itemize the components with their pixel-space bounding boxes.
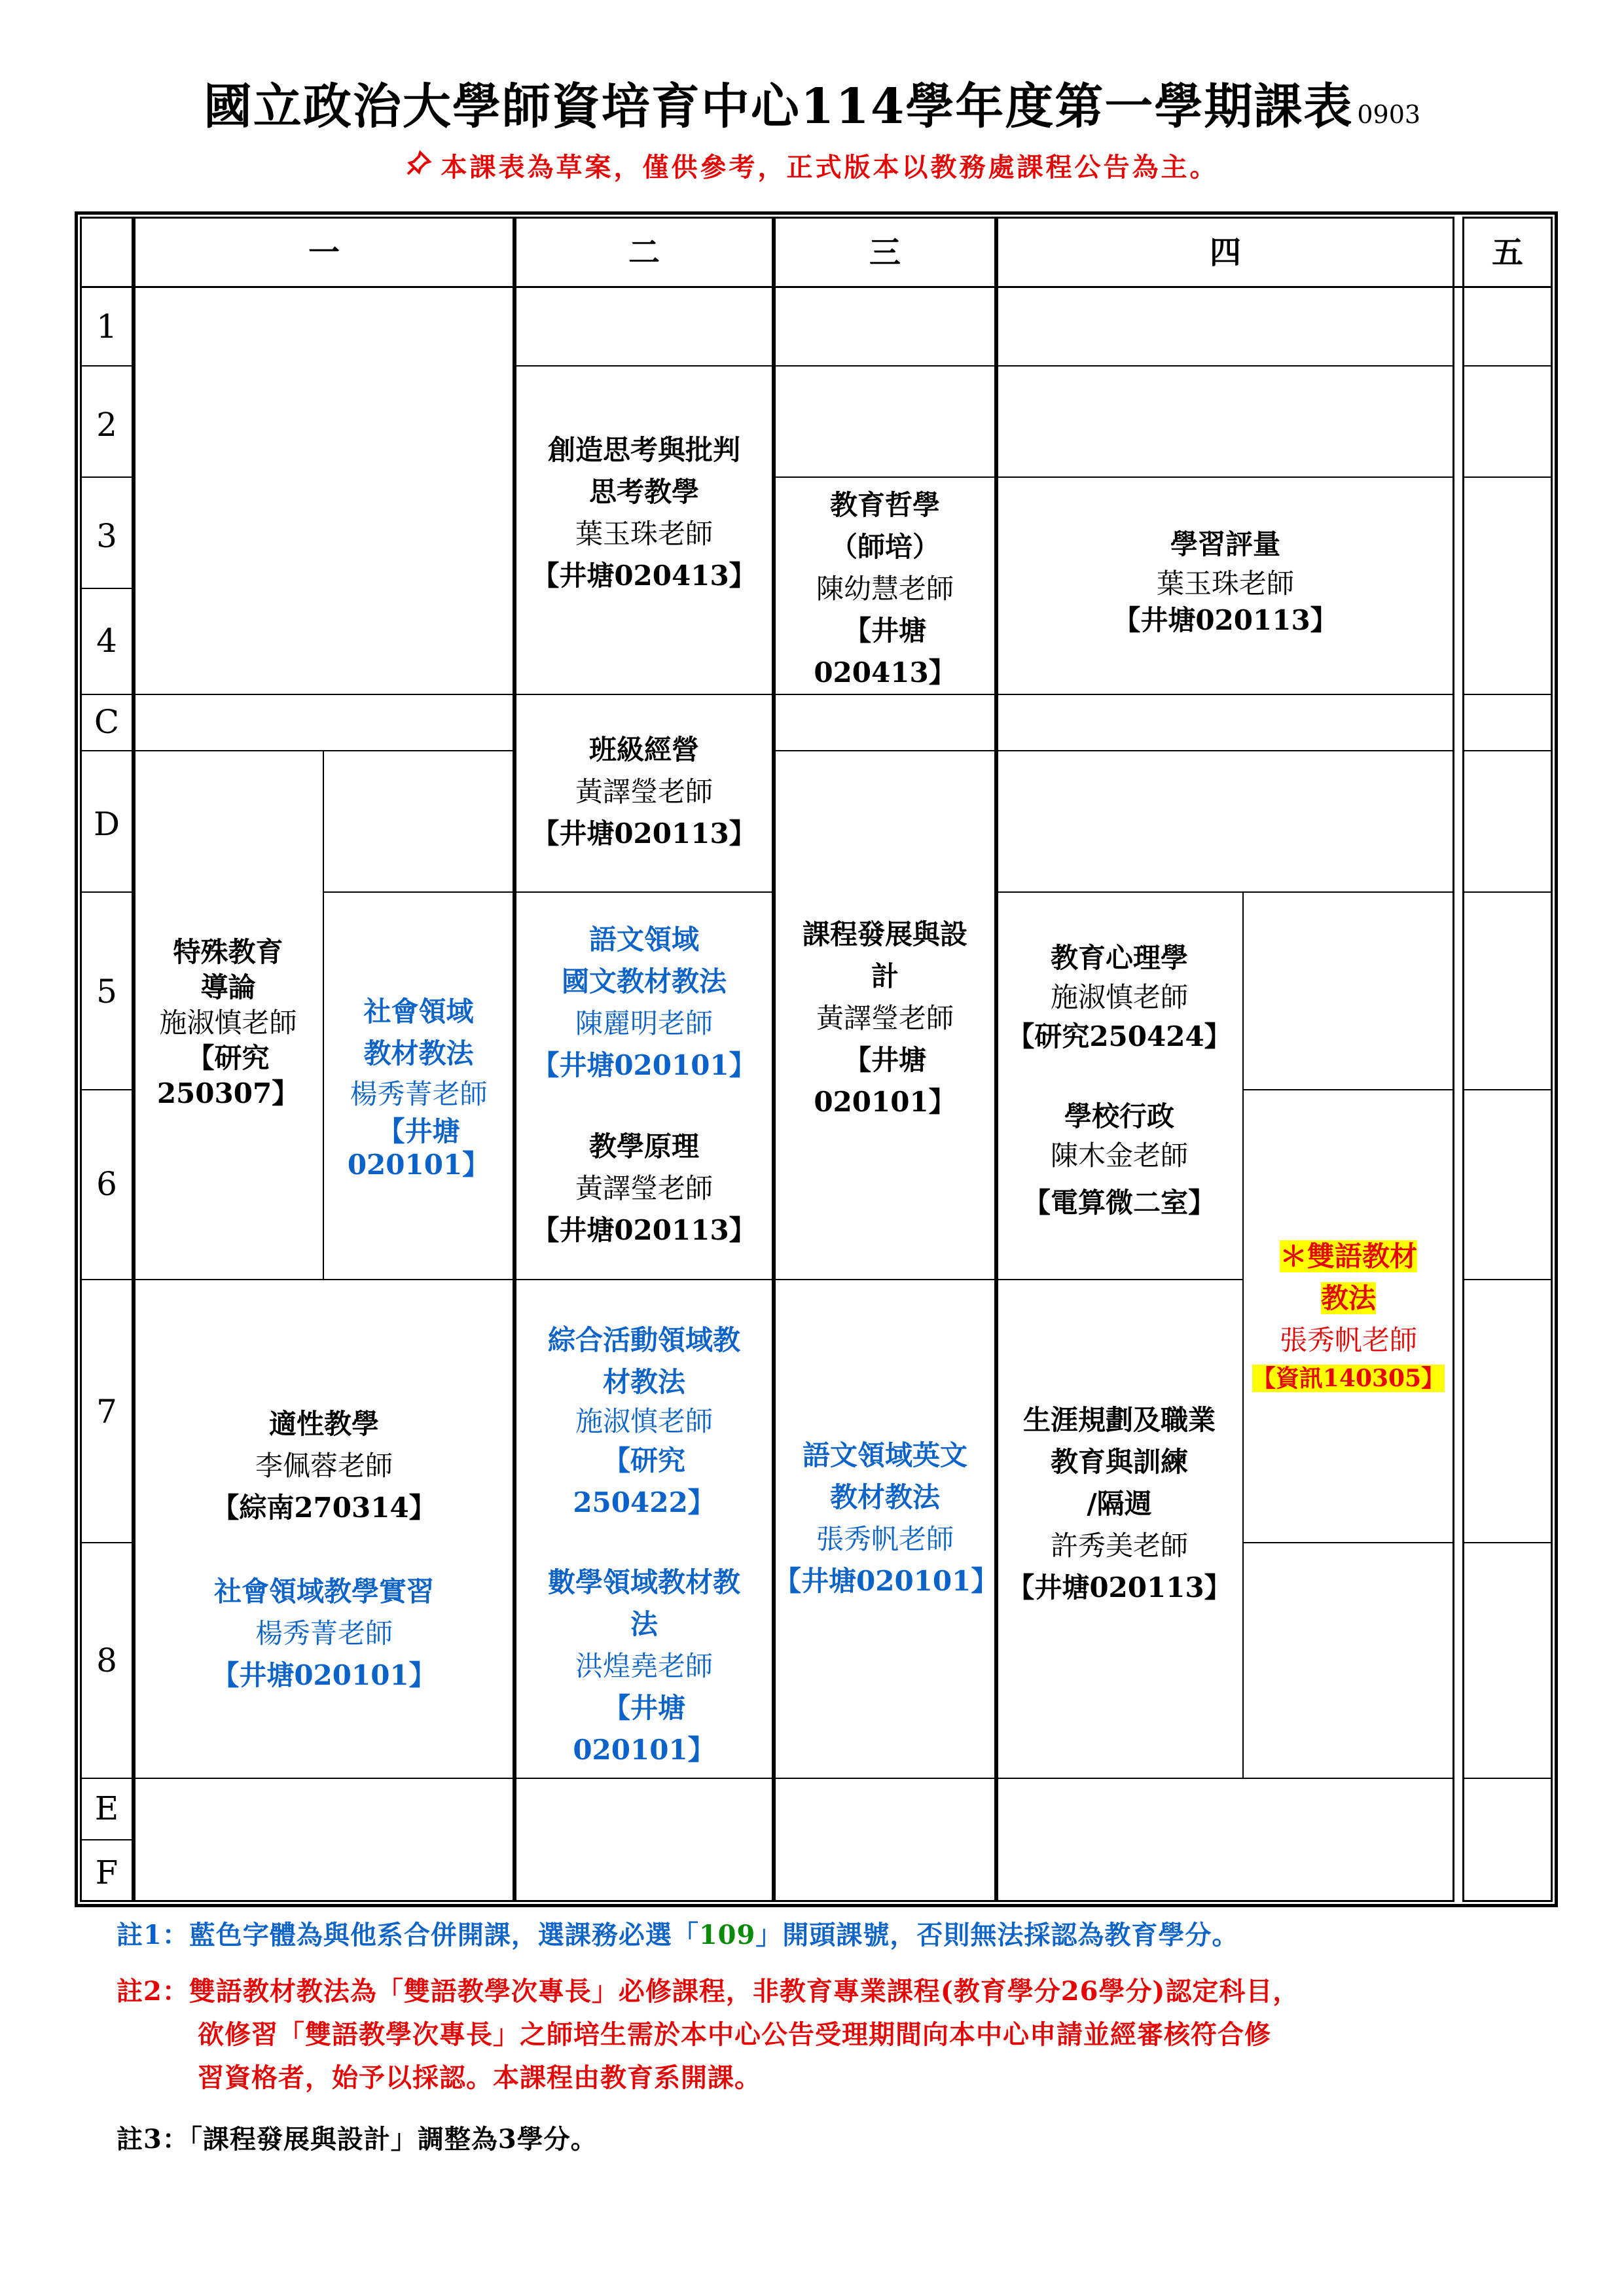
pin-icon <box>406 148 432 187</box>
period-label: F <box>95 1854 118 1892</box>
day-header-fri: 五 <box>1491 234 1523 271</box>
course-social-practice: 社會領域教學實習 楊秀菁老師 【井塘020101】 <box>211 1575 437 1691</box>
note-2-line3: 習資格者，始予以採認。本課程由教育系開課。 <box>198 2062 761 2093</box>
period-label: 6 <box>96 1165 117 1203</box>
course-curriculum-design: 課程發展與設 計 黃譯瑩老師 【井塘 020101】 <box>802 918 967 1118</box>
day-header-wed: 三 <box>869 234 901 271</box>
course-integrative-activities: 綜合活動領域教 材教法 施淑慎老師 【研究 250422】 <box>547 1324 740 1518</box>
title-version: 0903 <box>1357 100 1421 129</box>
course-assessment: 學習評量 葉玉珠老師 【井塘020113】 <box>1113 528 1338 636</box>
warning-text: 本課表為草案，僅供參考，正式版本以教務處課程公告為主。 <box>441 152 1219 183</box>
course-social-method: 社會領域 教材教法 楊秀菁老師 【井塘 020101】 <box>347 996 490 1181</box>
day-header-mon: 一 <box>308 234 340 271</box>
course-teaching-principles: 教學原理 黃譯瑩老師 【井塘020113】 <box>532 1130 757 1246</box>
course-english-method: 語文領域英文 教材教法 張秀帆老師 【井塘020101】 <box>774 1439 999 1597</box>
period-label: E <box>94 1789 119 1827</box>
course-bilingual-method: ＊雙語教材 教法 張秀帆老師 【資訊140305】 <box>1252 1240 1445 1392</box>
day-header-tue: 二 <box>628 234 660 271</box>
course-creative-thinking: 創造思考與批判 思考教學 葉玉珠老師 【井塘020413】 <box>532 434 757 592</box>
period-label: 1 <box>96 308 117 346</box>
note-3: 註3：「課程發展與設計」調整為3學分。 <box>117 2124 598 2155</box>
course-school-administration: 學校行政 陳木金老師 【電算微二室】 <box>1022 1100 1216 1219</box>
title-main: 國立政治大學師資培育中心114學年度第一學期課表 <box>203 79 1354 135</box>
column-fri <box>1462 217 1553 1902</box>
period-label: C <box>94 703 120 741</box>
course-philosophy: 教育哲學 （師培） 陳幼慧老師 【井塘 020413】 <box>814 489 956 689</box>
course-classroom-management: 班級經營 黃譯瑩老師 【井塘020113】 <box>532 734 757 850</box>
column-thu <box>996 217 1454 1902</box>
period-label: 3 <box>96 517 117 555</box>
course-adaptive-teaching: 適性教學 李佩蓉老師 【綜南270314】 <box>211 1408 437 1524</box>
note-1: 註1：藍色字體為與他系合併開課，選課務必選「109」開頭課號，否則無法採認為教育學分。 <box>117 1920 1239 1950</box>
course-special-education: 特殊教育 導論 施淑慎老師 【研究 250307】 <box>156 936 300 1109</box>
course-career-planning: 生涯規劃及職業 教育與訓練 /隔週 許秀美老師 【井塘020113】 <box>1007 1404 1232 1604</box>
course-math-method: 數學領域教材教 法 洪煌堯老師 【井塘 020101】 <box>547 1566 740 1766</box>
page-title <box>0 71 1624 151</box>
note-2-line2: 欲修習「雙語教學次專長」之師培生需於本中心公告受理期間向本中心申請並經審核符合修 <box>198 2019 1271 2050</box>
period-label: 4 <box>96 622 117 660</box>
period-label: 7 <box>96 1393 117 1431</box>
period-label: 2 <box>96 406 117 444</box>
period-label: D <box>93 805 120 843</box>
course-chinese-method: 語文領域 國文教材教法 陳麗明老師 【井塘020101】 <box>532 924 757 1081</box>
course-educational-psychology: 教育心理學 施淑慎老師 【研究250424】 <box>1007 942 1232 1052</box>
day-header-thu: 四 <box>1209 234 1241 271</box>
note-2-line1: 註2：雙語教材教法為「雙語教學次專長」必修課程，非教育專業課程(教育學分26學分)認定科目， <box>117 1976 1300 2007</box>
period-label: 8 <box>96 1641 117 1679</box>
period-label: 5 <box>96 973 117 1011</box>
draft-warning <box>0 148 1624 187</box>
